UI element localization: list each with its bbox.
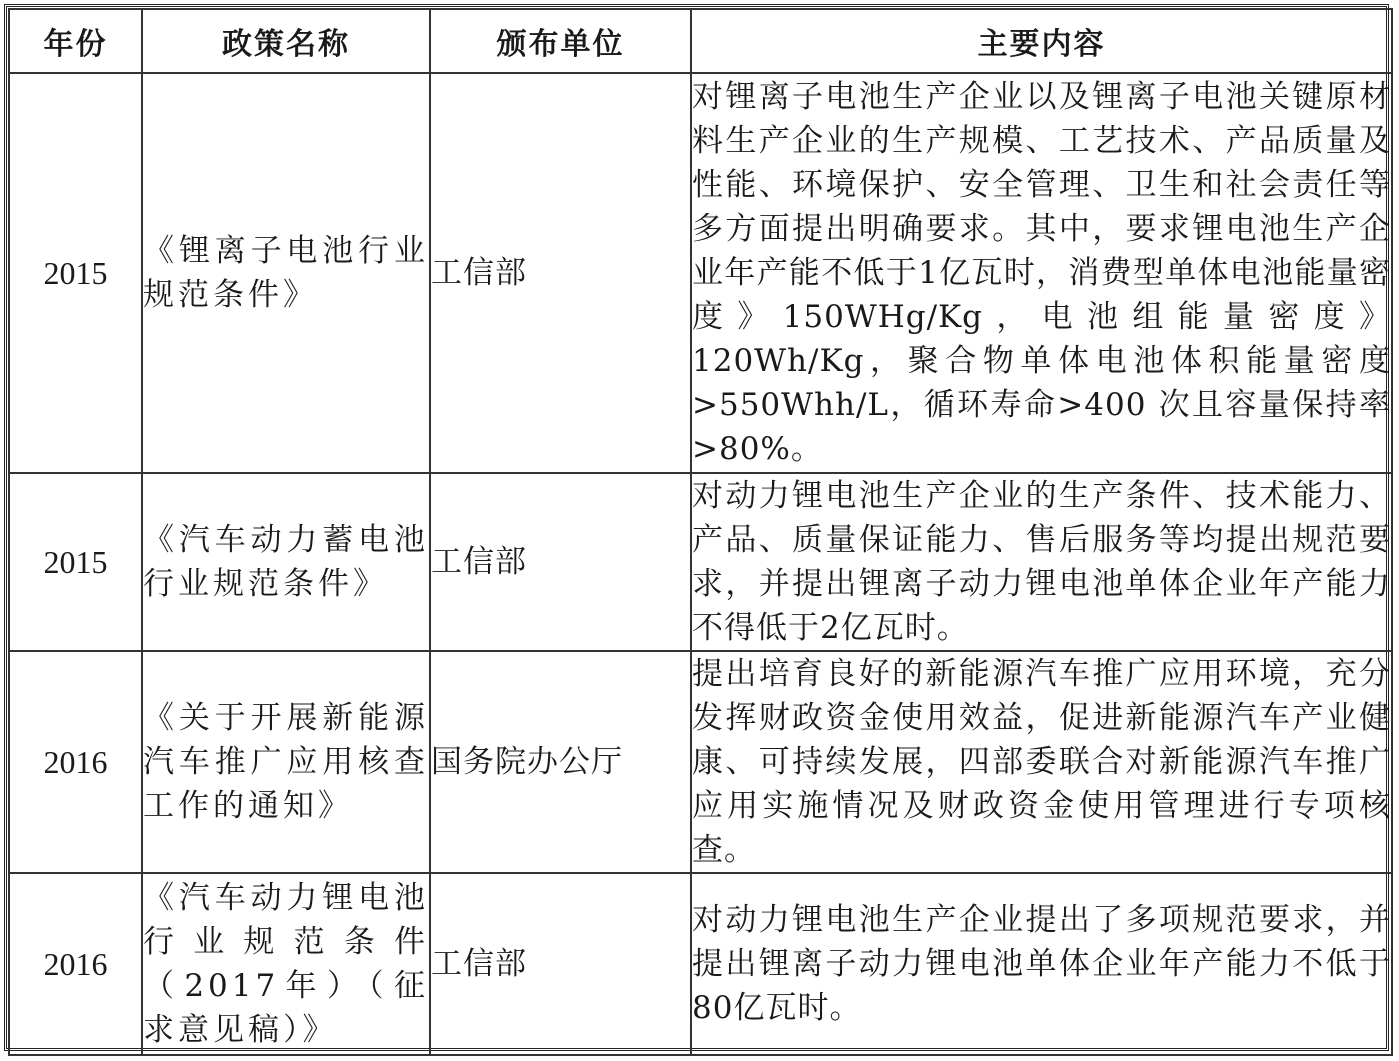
cell-year: 2016 (9, 651, 142, 873)
cell-issuer: 国务院办公厅 (430, 651, 691, 873)
table-row (9, 651, 1392, 873)
cell-issuer: 工信部 (430, 73, 691, 473)
table-body (9, 73, 1392, 1055)
cell-policy-name: 《汽车动力锂电池行业规范条件（2017年）（征求意见稿）》 (142, 873, 430, 1055)
header-issuer: 颁布单位 (430, 9, 691, 73)
cell-content: 提出培育良好的新能源汽车推广应用环境，充分发挥财政资金使用效益，促进新能源汽车产业健康、可持续发展，四部委联合对新能源汽车推广应用实施情况及财政资金使用管理进行专项核查。 (691, 651, 1392, 873)
table-row (9, 73, 1392, 473)
cell-year: 2015 (9, 73, 142, 473)
cell-content: 对动力锂电池生产企业的生产条件、技术能力、产品、质量保证能力、售后服务等均提出规范要求，并提出锂离子动力锂电池单体企业年产能力不得低于2亿瓦时。 (691, 473, 1392, 651)
cell-content: 对动力锂电池生产企业提出了多项规范要求，并提出锂离子动力锂电池单体企业年产能力不低于80亿瓦时。 (691, 873, 1392, 1055)
header-row (9, 9, 1392, 73)
cell-issuer: 工信部 (430, 873, 691, 1055)
cell-policy-name: 《汽车动力蓄电池行业规范条件》 (142, 473, 430, 651)
table-row (9, 873, 1392, 1055)
table-row (9, 473, 1392, 651)
cell-policy-name: 《关于开展新能源汽车推广应用核查工作的通知》 (142, 651, 430, 873)
cell-content: 对锂离子电池生产企业以及锂离子电池关键原材料生产企业的生产规模、工艺技术、产品质量及性能、环境保护、安全管理、卫生和社会责任等多方面提出明确要求。其中，要求锂电池生产企业年产能不低于1亿瓦时，消费型单体电池能量密度》150WHg/Kg，电池组能量密度》120Wh/Kg，聚合物单体电池体积能量密度>550Whh/L，循环寿命>400 次且容量保持率>80%。 (691, 73, 1392, 473)
header-policy-name: 政策名称 (142, 9, 430, 73)
header-year: 年份 (9, 9, 142, 73)
cell-issuer: 工信部 (430, 473, 691, 651)
cell-year: 2015 (9, 473, 142, 651)
header-content: 主要内容 (691, 9, 1392, 73)
cell-policy-name: 《锂离子电池行业规范条件》 (142, 73, 430, 473)
table-header (9, 9, 1392, 73)
policy-table (8, 8, 1393, 1056)
cell-year: 2016 (9, 873, 142, 1055)
